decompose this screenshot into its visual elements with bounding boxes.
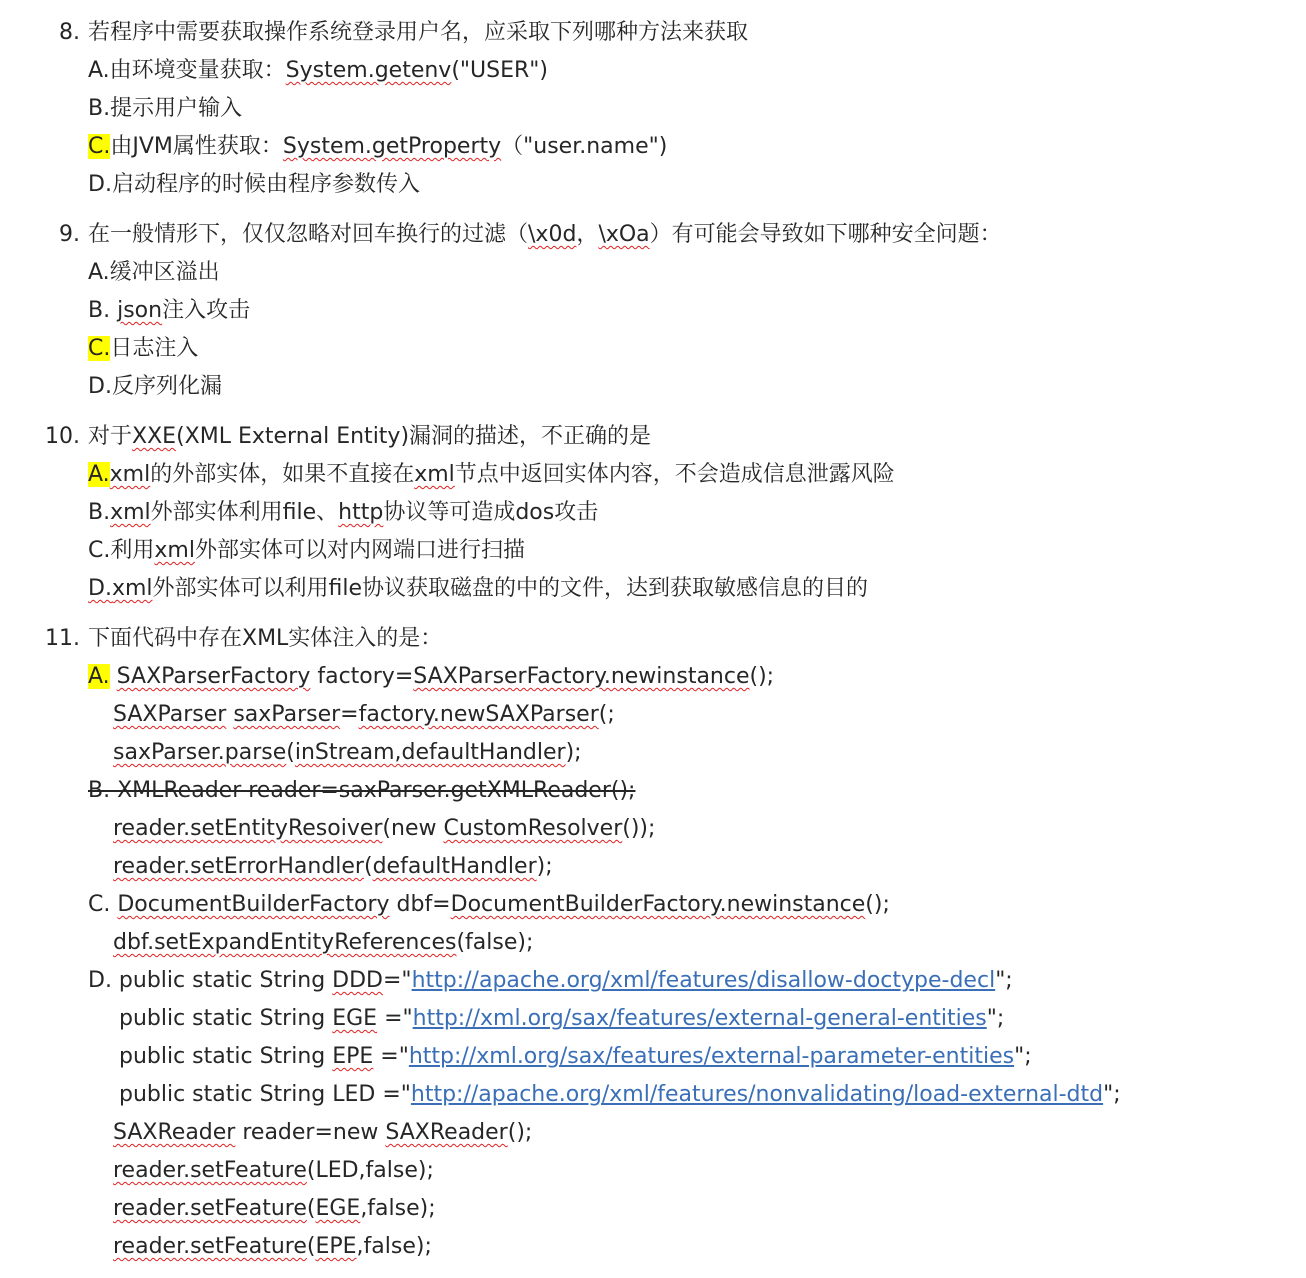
option-code: xml: [109, 462, 151, 487]
text-segment: \xOa: [598, 222, 650, 247]
option-text: 外部实体利用file、: [150, 500, 339, 525]
document-body: [0, 14, 1306, 1278]
text-segment: (XML External Entity)漏洞的描述，不正确的是: [176, 424, 652, 449]
code-token: saxParser.parse: [113, 740, 287, 765]
option-code: xml: [154, 538, 195, 563]
code-token: ";: [1014, 1044, 1032, 1069]
text-segment: 在一般情形下，仅仅忽略对回车换行的过滤（: [88, 222, 529, 247]
option-text: 启动程序的时候由程序参数传入: [111, 172, 420, 197]
option-d: [0, 166, 1306, 204]
option-tail: ("USER"): [451, 58, 548, 83]
option-prefix: C.: [88, 538, 111, 563]
question-text: [88, 216, 1002, 254]
code-token: ";: [986, 1006, 1005, 1031]
option-text: 反序列化漏: [111, 374, 222, 399]
option-text: 外部实体可以利用file协议获取磁盘的中的文件，达到获取敏感信息的目的: [152, 576, 869, 601]
option-text: 的外部实体，如果不直接在: [150, 462, 415, 487]
code-token: public static String LED =": [119, 1082, 411, 1107]
option-text: 利用: [110, 538, 155, 563]
code-token: SAXReader: [385, 1120, 508, 1145]
option-a: [0, 52, 1306, 90]
code-token: SAXParser: [113, 702, 227, 727]
question-line: [0, 620, 1306, 658]
code-line: [0, 1000, 1306, 1038]
question-line: [0, 216, 1306, 254]
option-a: [0, 254, 1306, 292]
question-9: [0, 216, 1306, 406]
question-10: [0, 418, 1306, 608]
code-token: SAXParserFactory.newinstance: [413, 664, 750, 689]
code-token: (false);: [456, 930, 534, 955]
answer-highlight: C.: [88, 134, 111, 159]
question-text: 若程序中需要获取操作系统登录用户名，应采取下列哪种方法来获取: [88, 20, 749, 45]
code-token: ";: [1103, 1082, 1121, 1107]
option-c: [0, 330, 1306, 368]
code-token: ();: [865, 892, 890, 917]
option-prefix: D. public static String: [88, 968, 333, 993]
code-token: =": [373, 1044, 409, 1069]
code-token: dbf=: [389, 892, 451, 917]
code-token: (: [363, 854, 373, 879]
code-token: reader.setEntityResoiver: [113, 816, 383, 841]
option-tail: 协议等可造成dos攻击: [383, 500, 599, 525]
code-token: reader.setErrorHandler: [113, 854, 364, 879]
option-prefix: B.: [88, 298, 118, 323]
code-token: DocumentBuilderFactory: [117, 892, 390, 917]
option-d: [0, 962, 1306, 1000]
code-token: CustomResolver: [443, 816, 623, 841]
question-line: [0, 14, 1306, 52]
text-segment: ，: [576, 222, 599, 247]
text-segment: ）有可能会导致如下哪种安全问题：: [649, 222, 1002, 247]
code-token: ,false);: [356, 1234, 432, 1259]
option-code: System.getProperty: [282, 134, 502, 159]
code-token: SAXReader: [113, 1120, 236, 1145]
question-number: 11.: [45, 626, 80, 651]
option-text: 由JVM属性获取：: [110, 134, 283, 159]
code-token: (: [306, 1234, 316, 1259]
code-token: dbf.setExpandEntityReferences: [113, 930, 457, 955]
code-line: [0, 848, 1306, 886]
code-token: DocumentBuilderFactory.newinstance: [450, 892, 866, 917]
option-code: xml: [111, 576, 153, 601]
code-line: [0, 1228, 1306, 1266]
question-text: [88, 418, 651, 456]
option-prefix: A.: [88, 260, 110, 285]
option-text: 日志注入: [110, 336, 199, 361]
option-b: [0, 292, 1306, 330]
text-segment: XXE: [132, 424, 177, 449]
code-token: defaultHandler: [372, 854, 537, 879]
code-token: reader.setFeature: [113, 1158, 307, 1183]
code-line: [0, 1114, 1306, 1152]
option-text: 提示用户输入: [110, 96, 243, 121]
option-b: [0, 494, 1306, 532]
code-token: EPE: [332, 1044, 374, 1069]
option-prefix: B.: [88, 500, 111, 525]
code-token: public static String: [119, 1006, 333, 1031]
code-token: EGE: [315, 1196, 361, 1221]
code-token: SAXParserFactory: [116, 664, 311, 689]
option-prefix: D.: [88, 172, 112, 197]
code-token: (new: [382, 816, 444, 841]
answer-highlight: C.: [88, 336, 111, 361]
text-segment: \x0d: [528, 222, 577, 247]
option-code: xml: [110, 500, 151, 525]
code-token: );: [536, 854, 553, 879]
code-token: =: [340, 702, 359, 727]
option-prefix: C.: [88, 892, 118, 917]
code-line: [0, 810, 1306, 848]
option-tail: （"user.name"): [501, 134, 668, 159]
option-b: [0, 90, 1306, 128]
code-token: ());: [622, 816, 656, 841]
code-token: EPE: [315, 1234, 357, 1259]
code-token: saxParser: [233, 702, 341, 727]
code-line: [0, 734, 1306, 772]
code-line: [0, 1152, 1306, 1190]
code-token: (: [306, 1196, 316, 1221]
option-prefix: B.: [88, 96, 111, 121]
option-code: System.getenv: [285, 58, 452, 83]
code-token: =": [377, 1006, 413, 1031]
code-token: reader=new: [235, 1120, 386, 1145]
code-token: EGE: [332, 1006, 378, 1031]
option-c: [0, 886, 1306, 924]
question-number: 8.: [59, 20, 80, 45]
code-line: [0, 924, 1306, 962]
option-prefix: D.: [88, 374, 112, 399]
code-line: [0, 1038, 1306, 1076]
option-a: [0, 658, 1306, 696]
text-segment: 对于: [88, 424, 133, 449]
option-text: 由环境变量获取：: [109, 58, 286, 83]
option-b: [0, 772, 1306, 810]
code-token: factory.newSAXParser: [358, 702, 599, 727]
code-token: public static String: [119, 1044, 333, 1069]
code-line: [0, 1076, 1306, 1114]
code-token: ,false);: [360, 1196, 436, 1221]
code-token: factory=: [310, 664, 414, 689]
code-line: [0, 1190, 1306, 1228]
option-code: json: [117, 298, 163, 323]
question-number: 9.: [59, 222, 80, 247]
code-token: ";: [995, 968, 1013, 993]
answer-highlight: A.: [88, 664, 110, 689]
code-token: reader.setFeature: [113, 1196, 307, 1221]
code-token: inStream,defaultHandler: [294, 740, 566, 765]
code-token: ();: [507, 1120, 533, 1145]
option-tail: 外部实体可以对内网端口进行扫描: [194, 538, 525, 563]
url-link[interactable]: http://apache.org/xml/features/nonvalidating/load-external-dtd: [410, 1082, 1104, 1107]
option-text: 注入攻击: [162, 298, 251, 323]
question-line: [0, 418, 1306, 456]
url-link[interactable]: http://xml.org/sax/features/external-parameter-entities: [408, 1044, 1015, 1069]
code-token: =": [383, 968, 412, 993]
option-prefix: A.: [88, 58, 110, 83]
question-11: [0, 620, 1306, 1266]
question-number: 10.: [45, 424, 80, 449]
code-token: );: [565, 740, 582, 765]
option-c: [0, 128, 1306, 166]
code-token: ();: [749, 664, 775, 689]
option-c: [0, 532, 1306, 570]
option-code: http: [338, 500, 384, 525]
code-token: reader.setFeature: [113, 1234, 307, 1259]
code-token: (;: [598, 702, 615, 727]
url-link[interactable]: http://apache.org/xml/features/disallow-doctype-decl: [411, 968, 996, 993]
answer-highlight: A.: [88, 462, 110, 487]
option-d: [0, 570, 1306, 608]
question-text: 下面代码中存在XML实体注入的是：: [88, 626, 443, 651]
code-token: DDD: [332, 968, 383, 993]
question-8: [0, 14, 1306, 204]
code-line: [0, 696, 1306, 734]
option-tail: 节点中返回实体内容，不会造成信息泄露风险: [454, 462, 895, 487]
code-token: (LED,false);: [306, 1158, 434, 1183]
option-prefix: D.: [88, 576, 112, 601]
option-code: xml: [414, 462, 455, 487]
strikethrough-text: B. XMLReader reader=saxParser.getXMLReader();: [88, 778, 636, 803]
option-text: 缓冲区溢出: [109, 260, 220, 285]
option-a: [0, 456, 1306, 494]
url-link[interactable]: http://xml.org/sax/features/external-general-entities: [412, 1006, 987, 1031]
option-d: [0, 368, 1306, 406]
code-token: (: [286, 740, 295, 765]
